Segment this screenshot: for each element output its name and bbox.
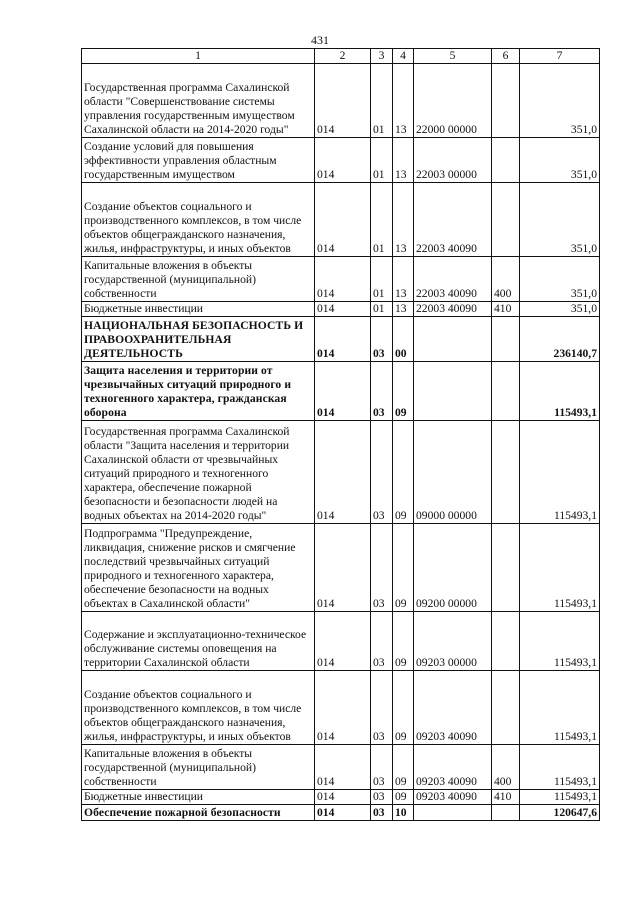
row-expense-type — [492, 183, 520, 257]
header-cell-1: 1 — [82, 49, 315, 64]
row-expense-type: 410 — [492, 790, 520, 805]
row-section-code: 03 — [371, 805, 393, 821]
table-row — [82, 302, 600, 317]
row-expense-type — [492, 805, 520, 821]
row-section-code: 01 — [371, 64, 393, 138]
header-cell-6: 6 — [492, 49, 520, 64]
row-target-article: 09200 00000 — [414, 524, 492, 612]
row-section-code: 01 — [371, 257, 393, 302]
row-ministry-code: 014 — [315, 790, 371, 805]
row-ministry-code: 014 — [315, 745, 371, 790]
row-section-code: 01 — [371, 138, 393, 183]
row-ministry-code: 014 — [315, 671, 371, 745]
header-cell-4: 4 — [393, 49, 414, 64]
row-target-article: 22003 40090 — [414, 302, 492, 317]
row-expense-type — [492, 421, 520, 524]
row-amount: 115493,1 — [520, 612, 600, 671]
row-ministry-code: 014 — [315, 302, 371, 317]
row-section-code: 03 — [371, 745, 393, 790]
row-target-article: 22003 00000 — [414, 138, 492, 183]
row-subsection-code: 09 — [393, 671, 414, 745]
table-row — [82, 421, 600, 524]
row-amount: 351,0 — [520, 138, 600, 183]
row-ministry-code: 014 — [315, 805, 371, 821]
row-target-article — [414, 362, 492, 421]
row-ministry-code: 014 — [315, 421, 371, 524]
row-section-code: 03 — [371, 317, 393, 362]
row-target-article — [414, 805, 492, 821]
table-row — [82, 138, 600, 183]
row-ministry-code: 014 — [315, 138, 371, 183]
row-ministry-code: 014 — [315, 257, 371, 302]
row-ministry-code: 014 — [315, 64, 371, 138]
row-section-code: 03 — [371, 790, 393, 805]
row-name: Капитальные вложения в объекты государственной (муниципальной) собственности — [82, 745, 315, 790]
row-name: Государственная программа Сахалинской области "Совершенствование системы управления государственным имуществом Сахалинской области на 2014-2020 годы" — [82, 64, 315, 138]
table-row — [82, 612, 600, 671]
row-subsection-code: 13 — [393, 302, 414, 317]
row-expense-type: 410 — [492, 302, 520, 317]
table-row — [82, 745, 600, 790]
row-target-article: 22003 40090 — [414, 257, 492, 302]
row-ministry-code: 014 — [315, 317, 371, 362]
row-ministry-code: 014 — [315, 362, 371, 421]
row-subsection-code: 13 — [393, 257, 414, 302]
row-subsection-code: 13 — [393, 138, 414, 183]
row-target-article: 09203 00000 — [414, 612, 492, 671]
page-number: 431 — [311, 33, 329, 47]
row-target-article — [414, 317, 492, 362]
row-subsection-code: 09 — [393, 790, 414, 805]
row-name: Создание объектов социального и производственного комплексов, в том числе объектов общегражданского назначения, жилья, инфраструктуры, и иных объектов — [82, 671, 315, 745]
table-row — [82, 790, 600, 805]
row-amount: 351,0 — [520, 183, 600, 257]
row-expense-type — [492, 524, 520, 612]
table-row — [82, 671, 600, 745]
table-row — [82, 362, 600, 421]
row-name: Обеспечение пожарной безопасности — [82, 805, 315, 821]
row-expense-type — [492, 612, 520, 671]
row-section-code: 03 — [371, 524, 393, 612]
row-expense-type: 400 — [492, 257, 520, 302]
row-section-code: 03 — [371, 612, 393, 671]
table-row — [82, 183, 600, 257]
row-amount: 236140,7 — [520, 317, 600, 362]
table-row — [82, 805, 600, 821]
row-target-article: 09203 40090 — [414, 790, 492, 805]
row-subsection-code: 09 — [393, 745, 414, 790]
row-name: Содержание и эксплуатационно-техническое обслуживание системы оповещения на территории Сахалинской области — [82, 612, 315, 671]
row-target-article: 22003 40090 — [414, 183, 492, 257]
table-header-row — [82, 49, 600, 64]
header-cell-2: 2 — [315, 49, 371, 64]
row-name: НАЦИОНАЛЬНАЯ БЕЗОПАСНОСТЬ И ПРАВООХРАНИТЕЛЬНАЯ ДЕЯТЕЛЬНОСТЬ — [82, 317, 315, 362]
row-amount: 120647,6 — [520, 805, 600, 821]
row-subsection-code: 00 — [393, 317, 414, 362]
row-amount: 351,0 — [520, 302, 600, 317]
row-section-code: 03 — [371, 671, 393, 745]
row-name: Подпрограмма "Предупреждение, ликвидация, снижение рисков и смягчение последствий чрезвычайных ситуаций природного и техногенного характера, обеспечение безопасности на водных объектах в Сахалинской области" — [82, 524, 315, 612]
row-name: Защита населения и территории от чрезвычайных ситуаций природного и техногенного характера, гражданская оборона — [82, 362, 315, 421]
row-section-code: 01 — [371, 183, 393, 257]
row-ministry-code: 014 — [315, 524, 371, 612]
table-row — [82, 317, 600, 362]
row-amount: 115493,1 — [520, 524, 600, 612]
row-expense-type — [492, 362, 520, 421]
row-section-code: 03 — [371, 362, 393, 421]
header-cell-3: 3 — [371, 49, 393, 64]
row-name: Капитальные вложения в объекты государственной (муниципальной) собственности — [82, 257, 315, 302]
row-amount: 115493,1 — [520, 745, 600, 790]
row-subsection-code: 09 — [393, 421, 414, 524]
row-expense-type — [492, 64, 520, 138]
row-name: Государственная программа Сахалинской области "Защита населения и территории Сахалинской области от чрезвычайных ситуаций природного и техногенного характера, обеспечение пожарной безопасности и безопасности людей на водных объектах на 2014-2020 годы" — [82, 421, 315, 524]
table-row — [82, 524, 600, 612]
row-amount: 115493,1 — [520, 362, 600, 421]
row-section-code: 03 — [371, 421, 393, 524]
row-amount: 115493,1 — [520, 671, 600, 745]
row-name: Создание объектов социального и производственного комплексов, в том числе объектов общегражданского назначения, жилья, инфраструктуры, и иных объектов — [82, 183, 315, 257]
row-expense-type — [492, 671, 520, 745]
row-target-article: 09203 40090 — [414, 745, 492, 790]
row-ministry-code: 014 — [315, 612, 371, 671]
table-row — [82, 257, 600, 302]
header-cell-5: 5 — [414, 49, 492, 64]
row-name: Бюджетные инвестиции — [82, 302, 315, 317]
row-name: Создание условий для повышения эффективности управления областным государственным имуществом — [82, 138, 315, 183]
row-target-article: 22000 00000 — [414, 64, 492, 138]
row-expense-type — [492, 138, 520, 183]
header-cell-7: 7 — [520, 49, 600, 64]
row-target-article: 09000 00000 — [414, 421, 492, 524]
row-name: Бюджетные инвестиции — [82, 790, 315, 805]
row-amount: 115493,1 — [520, 790, 600, 805]
row-ministry-code: 014 — [315, 183, 371, 257]
row-expense-type: 400 — [492, 745, 520, 790]
row-subsection-code: 09 — [393, 362, 414, 421]
row-subsection-code: 09 — [393, 524, 414, 612]
row-subsection-code: 09 — [393, 612, 414, 671]
row-amount: 351,0 — [520, 64, 600, 138]
row-expense-type — [492, 317, 520, 362]
table-row — [82, 64, 600, 138]
row-subsection-code: 13 — [393, 183, 414, 257]
row-subsection-code: 10 — [393, 805, 414, 821]
budget-table — [81, 48, 600, 821]
row-amount: 351,0 — [520, 257, 600, 302]
row-amount: 115493,1 — [520, 421, 600, 524]
row-target-article: 09203 40090 — [414, 671, 492, 745]
row-section-code: 01 — [371, 302, 393, 317]
row-subsection-code: 13 — [393, 64, 414, 138]
